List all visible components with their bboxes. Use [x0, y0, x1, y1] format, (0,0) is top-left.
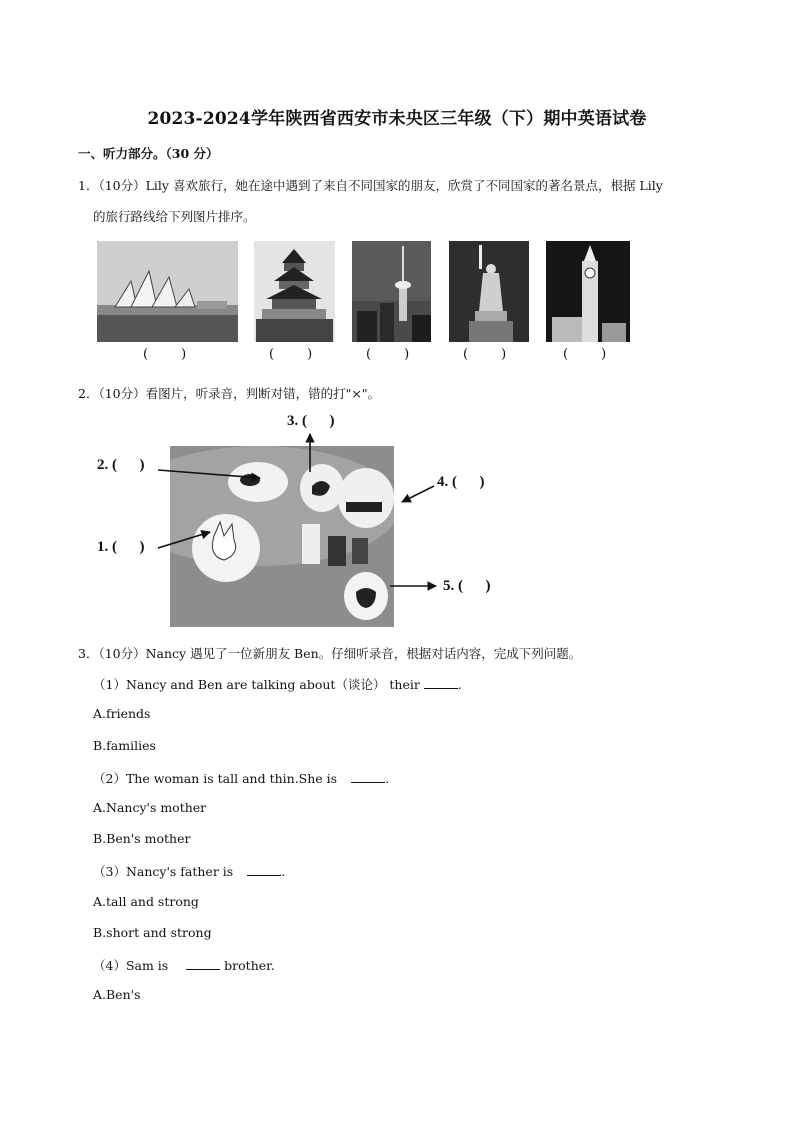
pointer-arrows: [150, 412, 470, 602]
answer-paren-4[interactable]: ( ): [463, 347, 507, 362]
lantern-label-4[interactable]: 4. ( ): [437, 474, 485, 490]
q1-text-line2: 的旅行路线给下列图片排序。: [93, 209, 256, 224]
q3-item-1-option-b[interactable]: B.families: [93, 738, 156, 753]
q3-item-4: [93, 956, 275, 974]
q3-item-3-blank[interactable]: [247, 863, 281, 876]
lantern-label-5[interactable]: 5. ( ): [443, 578, 491, 594]
q3-item-1-option-a[interactable]: A.friends: [93, 706, 151, 721]
q3-item-3-option-a[interactable]: A.tall and strong: [93, 894, 199, 909]
q3-item-3: [93, 862, 285, 880]
answer-paren-3[interactable]: ( ): [366, 347, 410, 362]
q3-item-4-option-a[interactable]: A.Ben's: [93, 987, 141, 1002]
sydney-opera-house-image: [97, 241, 238, 342]
q3-text: 3．（10分）Nancy 遇见了一位新朋友 Ben。仔细听录音，根据对话内容，完成下列问题。: [78, 646, 582, 661]
lantern-label-3[interactable]: 3. ( ): [287, 413, 335, 429]
big-ben-image: [546, 241, 630, 342]
q3-item-1-stem-end: .: [457, 677, 462, 692]
q3-item-1: [93, 675, 462, 693]
q3-item-1-blank[interactable]: [424, 676, 458, 689]
answer-paren-1[interactable]: ( ): [143, 347, 187, 362]
temple-of-heaven-image: [254, 241, 335, 342]
q3-item-2-stem: （2）The woman is tall and thin.She is: [93, 771, 338, 786]
q3-item-2: [93, 769, 389, 787]
statue-of-liberty-image: [449, 241, 529, 342]
answer-paren-5[interactable]: ( ): [563, 347, 607, 362]
lantern-label-1[interactable]: 1. ( ): [97, 539, 145, 555]
q3-item-2-option-a[interactable]: A.Nancy's mother: [93, 800, 207, 815]
section-heading: 一、听力部分。（30 分）: [78, 146, 219, 161]
q3-item-3-stem-end: .: [281, 864, 286, 879]
q3-item-1-stem: （1）Nancy and Ben are talking about（谈论） their: [93, 677, 420, 692]
q3-item-2-blank[interactable]: [351, 770, 385, 783]
q3-item-2-option-b[interactable]: B.Ben's mother: [93, 831, 191, 846]
q3-item-2-stem-end: .: [385, 771, 390, 786]
q3-item-3-option-b[interactable]: B.short and strong: [93, 925, 212, 940]
q3-item-3-stem: （3）Nancy's father is: [93, 864, 234, 879]
page-title: 2023-2024学年陕西省西安市未央区三年级（下）期中英语试卷: [147, 109, 647, 129]
q2-text: 2．（10分）看图片，听录音，判断对错，错的打"×"。: [78, 386, 381, 401]
lantern-label-2[interactable]: 2. ( ): [97, 457, 145, 473]
q3-item-4-stem-end: brother.: [220, 958, 275, 973]
q3-item-4-blank[interactable]: [186, 957, 220, 970]
q1-text-line1: 1．（10分）Lily 喜欢旅行，她在途中遇到了来自不同国家的朋友，欣赏了不同国家的著名景点，根据 Lily: [78, 178, 663, 193]
q3-item-4-stem: （4）Sam is: [93, 958, 169, 973]
answer-paren-2[interactable]: ( ): [269, 347, 313, 362]
cn-tower-image: [352, 241, 431, 342]
